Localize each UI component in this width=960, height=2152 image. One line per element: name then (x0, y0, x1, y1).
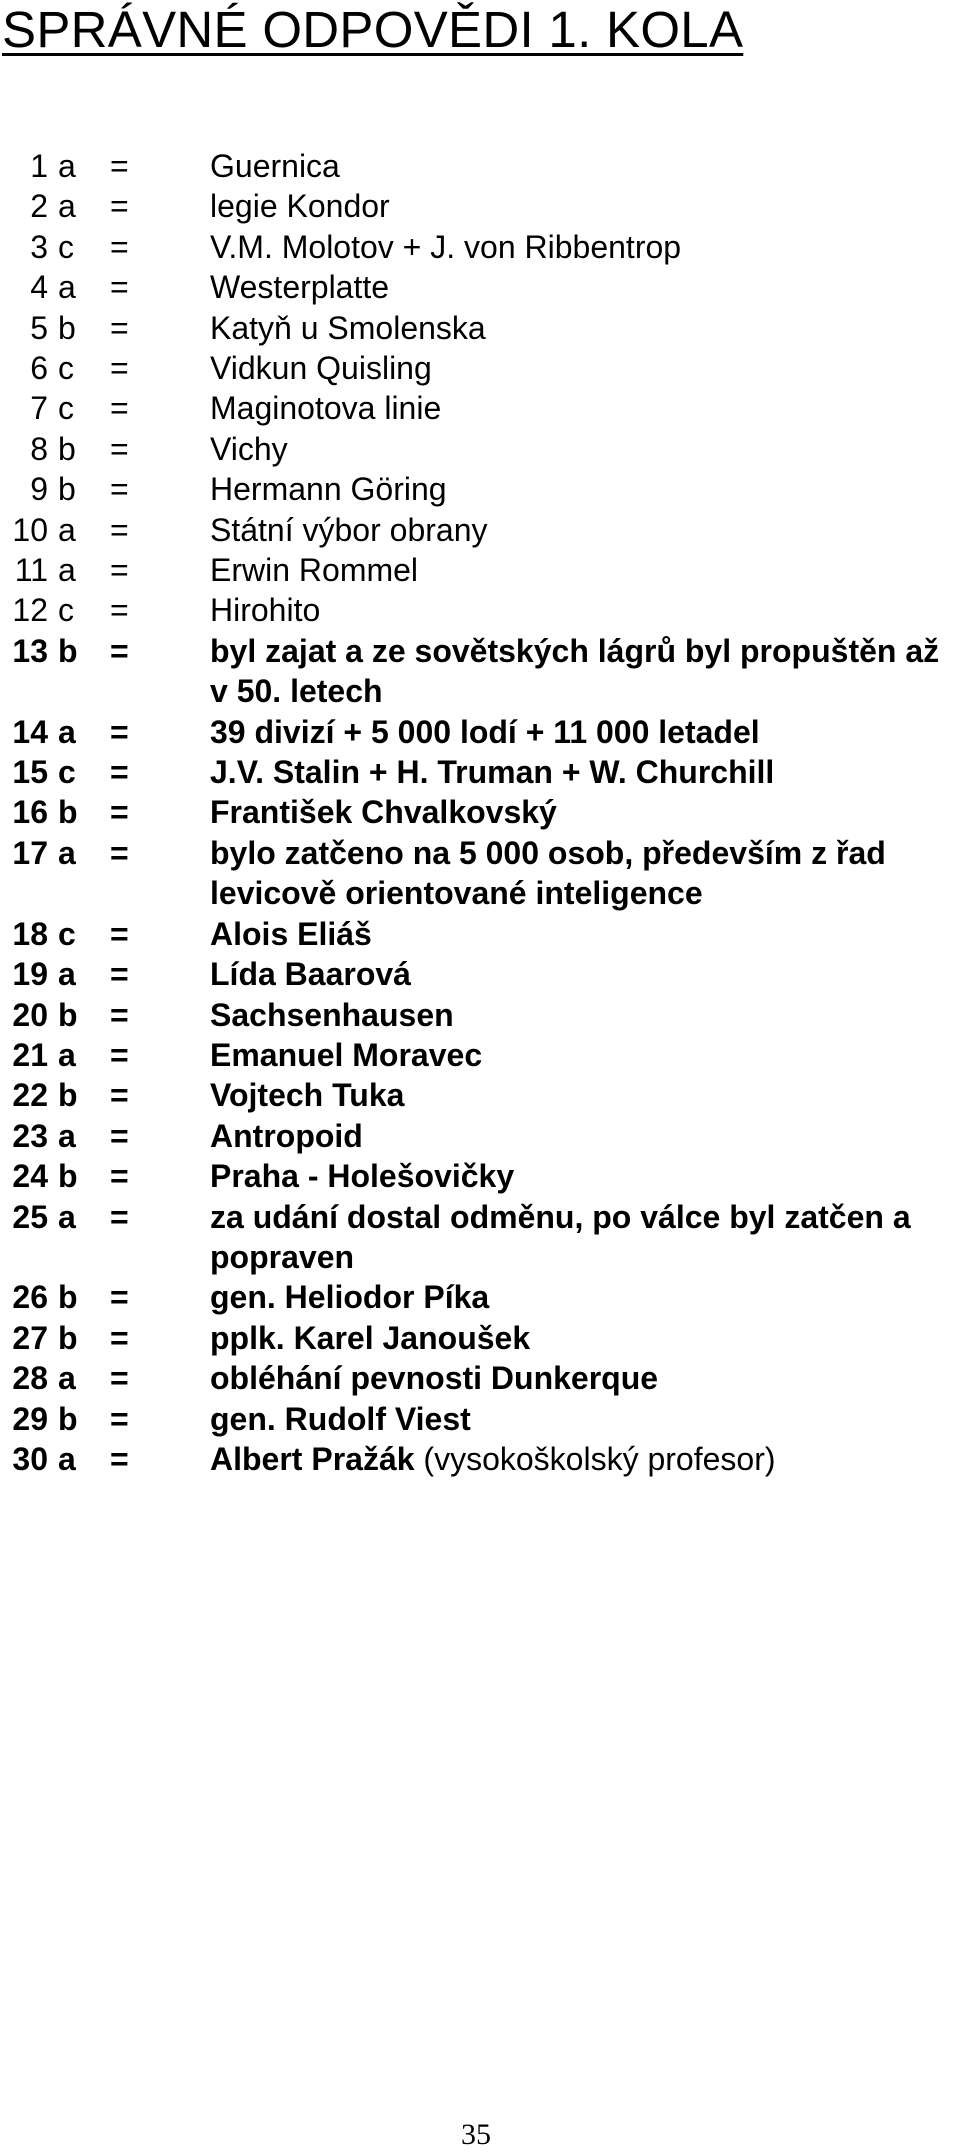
answer-row (0, 1358, 960, 1398)
answer-text: 39 divizí + 5 000 lodí + 11 000 letadel (210, 713, 760, 750)
answer-row (0, 1439, 960, 1479)
question-number: 6 (30, 350, 48, 387)
answer-letter: b (58, 996, 78, 1033)
question-number: 14 (12, 713, 48, 750)
answer-text (210, 1439, 960, 1479)
answer-text: Emanuel Moravec (210, 1036, 483, 1073)
answer-letter: b (58, 1077, 78, 1114)
question-number: 19 (12, 956, 48, 993)
answer-row (0, 227, 960, 267)
answer-letter: c (58, 228, 74, 265)
question-number: 4 (30, 269, 48, 306)
answer-text: Hirohito (210, 592, 321, 629)
answer-letter: c (58, 390, 74, 427)
answer-row (0, 1116, 960, 1156)
question-number: 18 (12, 915, 48, 952)
equals-sign: = (110, 1440, 129, 1477)
answer-text: J.V. Stalin + H. Truman + W. Churchill (210, 754, 775, 791)
equals-sign: = (110, 956, 129, 993)
answer-text: Maginotova linie (210, 390, 442, 427)
answer-letter: a (58, 713, 76, 750)
answer-letter: c (58, 350, 74, 387)
equals-sign: = (110, 1279, 129, 1316)
answer-letter: b (58, 632, 78, 669)
equals-sign: = (110, 713, 129, 750)
answer-text: pplk. Karel Janoušek (210, 1319, 531, 1356)
answer-row (0, 995, 960, 1035)
answer-text: Státní výbor obrany (210, 511, 488, 548)
equals-sign: = (110, 1077, 129, 1114)
answer-text: za udání dostal odměnu, po válce byl zatčen a popraven (210, 1198, 911, 1275)
answer-text: František Chvalkovský (210, 794, 557, 831)
question-number: 9 (30, 471, 48, 508)
equals-sign: = (110, 1360, 129, 1397)
answer-text: Westerplatte (210, 269, 390, 306)
question-number: 21 (12, 1036, 48, 1073)
answer-row (0, 510, 960, 550)
equals-sign: = (110, 592, 129, 629)
page-title: SPRÁVNÉ ODPOVĚDI 1. KOLA (2, 1, 744, 58)
answer-letter: a (58, 148, 76, 184)
equals-sign: = (110, 834, 129, 871)
equals-sign: = (110, 228, 129, 265)
answer-text: Lída Baarová (210, 956, 411, 993)
equals-sign: = (110, 471, 129, 508)
answer-text: legie Kondor (210, 188, 390, 225)
equals-sign: = (110, 1158, 129, 1195)
answer-letter: b (58, 309, 76, 346)
answer-text: Katyň u Smolenska (210, 309, 486, 346)
answer-row (0, 1075, 960, 1115)
equals-sign: = (110, 430, 129, 467)
equals-sign: = (110, 552, 129, 589)
answer-letter: b (58, 471, 76, 508)
answer-row (0, 1035, 960, 1075)
answer-text: obléhání pevnosti Dunkerque (210, 1360, 659, 1397)
equals-sign: = (110, 309, 129, 346)
answer-text: Hermann Göring (210, 471, 447, 508)
answer-text: Praha - Holešovičky (210, 1158, 515, 1195)
equals-sign: = (110, 915, 129, 952)
answer-text: Guernica (210, 148, 340, 184)
answer-letter: a (58, 1198, 76, 1235)
answer-row (0, 550, 960, 590)
answer-letter: a (58, 1117, 76, 1154)
question-number: 28 (12, 1360, 48, 1397)
equals-sign: = (110, 996, 129, 1033)
question-number: 3 (30, 228, 48, 265)
equals-sign: = (110, 148, 129, 184)
page-number: 35 (461, 2118, 491, 2151)
equals-sign: = (110, 1319, 129, 1356)
answer-row (0, 712, 960, 752)
answer-letter: a (58, 552, 76, 589)
equals-sign: = (110, 1400, 129, 1437)
question-number: 25 (12, 1198, 48, 1235)
answer-note: (vysokoškolský profesor) (423, 1440, 776, 1477)
question-number: 30 (12, 1440, 48, 1477)
question-number: 26 (12, 1279, 48, 1316)
answer-letter: b (58, 1400, 78, 1437)
question-number: 24 (12, 1158, 48, 1195)
answer-text: Alois Eliáš (210, 915, 372, 952)
answer-text: Sachsenhausen (210, 996, 454, 1033)
answer-row (0, 833, 960, 914)
answer-row (0, 590, 960, 630)
answer-text: gen. Rudolf Viest (210, 1400, 471, 1437)
answer-text: bylo zatčeno na 5 000 osob, především z řad levicově orientované inteligence (210, 834, 886, 912)
answer-row (0, 792, 960, 832)
question-number: 27 (12, 1319, 48, 1356)
answer-letter: a (58, 1360, 76, 1397)
question-number: 7 (30, 390, 48, 427)
answer-letter: a (58, 956, 76, 993)
answer-text: Vichy (210, 430, 288, 467)
question-number: 23 (12, 1117, 48, 1154)
answer-letter: c (58, 754, 76, 791)
answer-text: byl zajat a ze sovětských lágrů byl propuštěn až v 50. letech (210, 632, 940, 710)
equals-sign: = (110, 1117, 129, 1154)
answer-row (0, 1277, 960, 1317)
answer-letter: c (58, 915, 76, 952)
question-number: 8 (30, 430, 48, 467)
answer-letter: b (58, 794, 78, 831)
answer-text: Vojtech Tuka (210, 1077, 405, 1114)
equals-sign: = (110, 632, 129, 669)
answer-text: Vidkun Quisling (210, 350, 432, 387)
answer-row (0, 1318, 960, 1358)
equals-sign: = (110, 269, 129, 306)
equals-sign: = (110, 188, 129, 225)
question-number: 5 (30, 309, 48, 346)
answer-row (0, 914, 960, 954)
answer-row (0, 267, 960, 307)
answer-letter: b (58, 1319, 78, 1356)
answer-text: gen. Heliodor Píka (210, 1279, 490, 1316)
question-number: 12 (12, 592, 48, 629)
equals-sign: = (110, 754, 129, 791)
question-number: 11 (14, 552, 48, 589)
answer-text: Antropoid (210, 1117, 363, 1154)
answer-letter: a (58, 1440, 76, 1477)
answer-text: Erwin Rommel (210, 552, 419, 589)
answer-letter: a (58, 1036, 76, 1073)
question-number: 15 (12, 754, 48, 791)
answer-row (0, 429, 960, 469)
equals-sign: = (110, 390, 129, 427)
question-number: 17 (12, 834, 48, 871)
answer-letter: a (58, 188, 76, 225)
answer-text: V.M. Molotov + J. von Ribbentrop (210, 228, 682, 265)
answer-row (0, 308, 960, 348)
answer-row (0, 388, 960, 428)
question-number: 2 (30, 188, 48, 225)
answer-row (0, 146, 960, 186)
answer-list (0, 146, 960, 1479)
answer-row (0, 1197, 960, 1278)
equals-sign: = (110, 1036, 129, 1073)
answer-row (0, 1156, 960, 1196)
equals-sign: = (110, 511, 129, 548)
answer-row (0, 954, 960, 994)
question-number: 10 (12, 511, 48, 548)
question-number: 13 (12, 632, 48, 669)
answer-row (0, 469, 960, 509)
equals-sign: = (110, 794, 129, 831)
answer-letter: a (58, 511, 76, 548)
answer-row (0, 1399, 960, 1439)
answer-row (0, 631, 960, 712)
answer-letter: a (58, 269, 76, 306)
answer-letter: b (58, 430, 76, 467)
answer-letter: c (58, 592, 74, 629)
answer-letter: a (58, 834, 76, 871)
answer-row (0, 348, 960, 388)
answer-letter: b (58, 1158, 78, 1195)
answer-row (0, 752, 960, 792)
answer-letter: b (58, 1279, 78, 1316)
question-number: 29 (12, 1400, 48, 1437)
question-number: 22 (12, 1077, 48, 1114)
question-number: 1 (30, 148, 48, 184)
equals-sign: = (110, 350, 129, 387)
question-number: 20 (12, 996, 48, 1033)
answer-row (0, 186, 960, 226)
answer-text-main: Albert Pražák (210, 1440, 415, 1477)
question-number: 16 (12, 794, 48, 831)
equals-sign: = (110, 1198, 129, 1235)
